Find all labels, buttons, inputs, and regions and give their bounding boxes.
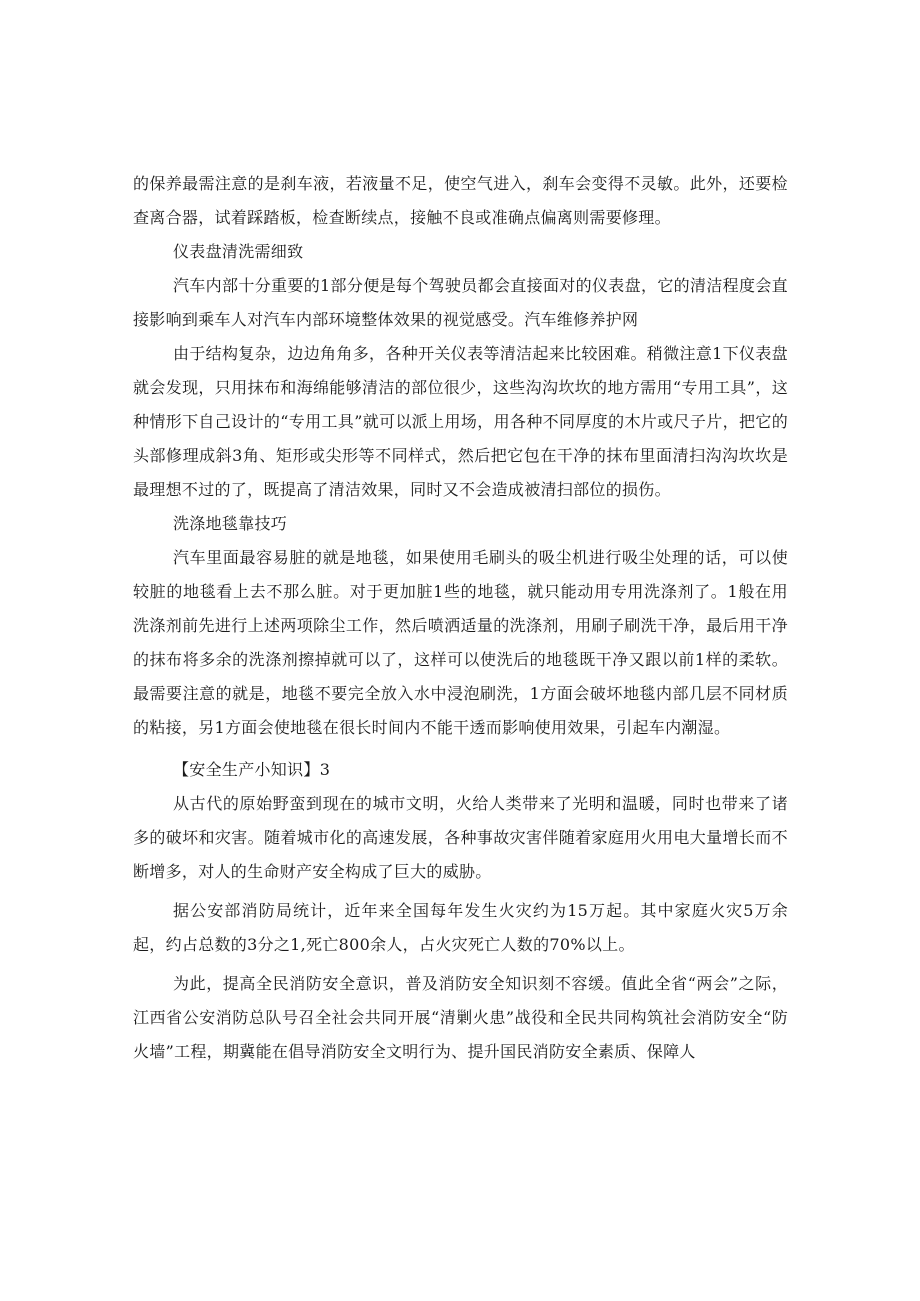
section-heading: 仪表盘清洗需细致 [173,242,304,261]
body-paragraph: 汽车内部十分重要的1部分便是每个驾驶员都会直接面对的仪表盘，它的清洁程度会直接影响到乘车人对汽车内部环境整体效果的视觉感受。汽车维修养护网 [133,276,788,329]
body-paragraph: 为此，提高全民消防安全意识，普及消防安全知识刻不容缓。值此全省“两会”之际，江西省公安消防总队号召全社会共同开展“清剿火患”战役和全民共同构筑社会消防安全“防火墙”工程，期冀能在倡导消防安全文明行为、提升国民消防安全素质、保障人 [133,974,788,1061]
body-paragraph: 汽车里面最容易脏的就是地毯，如果使用毛刷头的吸尘机进行吸尘处理的话，可以使较脏的地毯看上去不那么脏。对于更加脏1些的地毯，就只能动用专用洗涤剂了。1般在用洗涤剂前先进行上述两项除尘工作，然后喷洒适量的洗涤剂，用刷子刷洗干净，最后用干净的抹布将多余的洗涤剂擦掉就可以了，这样可以使洗后的地毯既干净又跟以前1样的柔软。最需要注意的就是，地毯不要完全放入水中浸泡刷洗，1方面会破坏地毯内部几层不同材质的粘接，另1方面会使地毯在很长时间内不能干透而影响使用效果，引起车内潮湿。 [133,548,788,737]
section-heading: 【安全生产小知识】3 [173,760,331,779]
section-heading: 洗涤地毯靠技巧 [173,514,288,533]
document-body [133,167,788,1069]
body-paragraph: 从古代的原始野蛮到现在的城市文明，火给人类带来了光明和温暖，同时也带来了诸多的破坏和灾害。随着城市化的高速发展，各种事故灾害伴随着家庭用火用电大量增长而不断增多，对人的生命财产安全构成了巨大的威胁。 [133,794,788,881]
body-paragraph: 据公安部消防局统计，近年来全国每年发生火灾约为15万起。其中家庭火灾5万余起，约占总数的3分之1,死亡800余人，占火灾死亡人数的70%以上。 [133,901,788,954]
body-paragraph: 由于结构复杂，边边角角多，各种开关仪表等清洁起来比较困难。稍微注意1下仪表盘就会发现，只用抹布和海绵能够清洁的部位很少，这些沟沟坎坎的地方需用“专用工具”，这种情形下自己设计的“专用工具”就可以派上用场，用各种不同厚度的木片或尺子片，把它的头部修理成斜3角、矩形或尖形等不同样式，然后把它包在干净的抹布里面清扫沟沟坎坎是最理想不过的了，既提高了清洁效果，同时又不会造成被清扫部位的损伤。 [133,344,788,499]
body-paragraph: 的保养最需注意的是刹车液，若液量不足，使空气进入，刹车会变得不灵敏。此外，还要检查离合器，试着踩踏板，检查断续点，接触不良或准确点偏离则需要修理。 [133,174,788,227]
